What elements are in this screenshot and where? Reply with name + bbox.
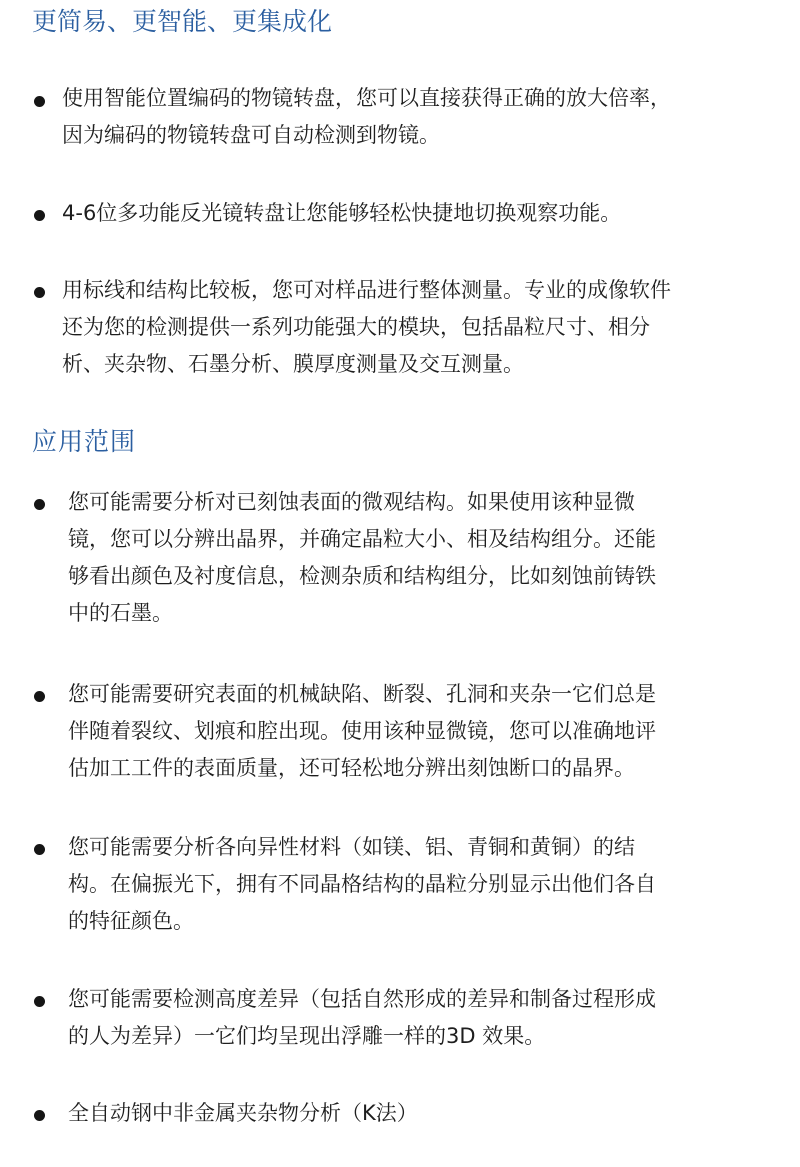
text-line: 用标线和结构比较板，您可对样品进行整体测量。专业的成像软件 (62, 278, 671, 302)
text-line: 中的石墨。 (68, 601, 173, 625)
list-item-text (68, 1095, 788, 1132)
text-line: 的人为差异）一它们均呈现出浮雕一样的3D 效果。 (68, 1024, 546, 1048)
bullet-dot-icon (34, 844, 45, 855)
text-line: 估加工工件的表面质量，还可轻松地分辨出刻蚀断口的晶界。 (68, 756, 635, 780)
bullet-dot-icon (34, 1110, 45, 1121)
list-item-text (68, 676, 788, 787)
text-line: 您可能需要研究表面的机械缺陷、断裂、孔洞和夹杂一它们总是 (68, 682, 656, 706)
list-item-text (68, 484, 788, 632)
list-item-text (62, 272, 782, 383)
text-line: 析、夹杂物、石墨分析、膜厚度测量及交互测量。 (62, 352, 524, 376)
section-heading-applications: 应用范围 (32, 427, 137, 456)
text-line: 您可能需要分析对已刻蚀表面的微观结构。如果使用该种显微 (68, 490, 635, 514)
bullet-dot-icon (34, 210, 45, 221)
list-item-text (62, 80, 782, 154)
list-item-text (68, 829, 788, 940)
text-line: 使用智能位置编码的物镜转盘，您可以直接获得正确的放大倍率， (62, 86, 671, 110)
bullet-dot-icon (34, 499, 45, 510)
text-line: 4-6位多功能反光镜转盘让您能够轻松快捷地切换观察功能。 (62, 201, 622, 225)
bullet-dot-icon (34, 287, 45, 298)
text-line: 的特征颜色。 (68, 909, 194, 933)
text-line: 因为编码的物镜转盘可自动检测到物镜。 (62, 123, 440, 147)
text-line: 还为您的检测提供一系列功能强大的模块，包括晶粒尺寸、相分 (62, 315, 650, 339)
text-line: 够看出颜色及衬度信息，检测杂质和结构组分，比如刻蚀前铸铁 (68, 564, 656, 588)
text-line: 构。在偏振光下，拥有不同晶格结构的晶粒分别显示出他们各自 (68, 872, 656, 896)
bullet-dot-icon (34, 691, 45, 702)
text-line: 全自动钢中非金属夹杂物分析（K法） (68, 1101, 418, 1125)
text-line: 您可能需要检测高度差异（包括自然形成的差异和制备过程形成 (68, 987, 656, 1011)
list-item-text (68, 981, 788, 1055)
bullet-dot-icon (34, 996, 45, 1007)
text-line: 伴随着裂纹、划痕和腔出现。使用该种显微镜，您可以准确地评 (68, 719, 656, 743)
section-heading-features: 更简易、更智能、更集成化 (32, 7, 333, 36)
bullet-dot-icon (34, 96, 45, 107)
list-item-text (62, 195, 782, 232)
text-line: 您可能需要分析各向异性材料（如镁、铝、青铜和黄铜）的结 (68, 835, 635, 859)
text-line: 镜，您可以分辨出晶界，并确定晶粒大小、相及结构组分。还能 (68, 527, 656, 551)
